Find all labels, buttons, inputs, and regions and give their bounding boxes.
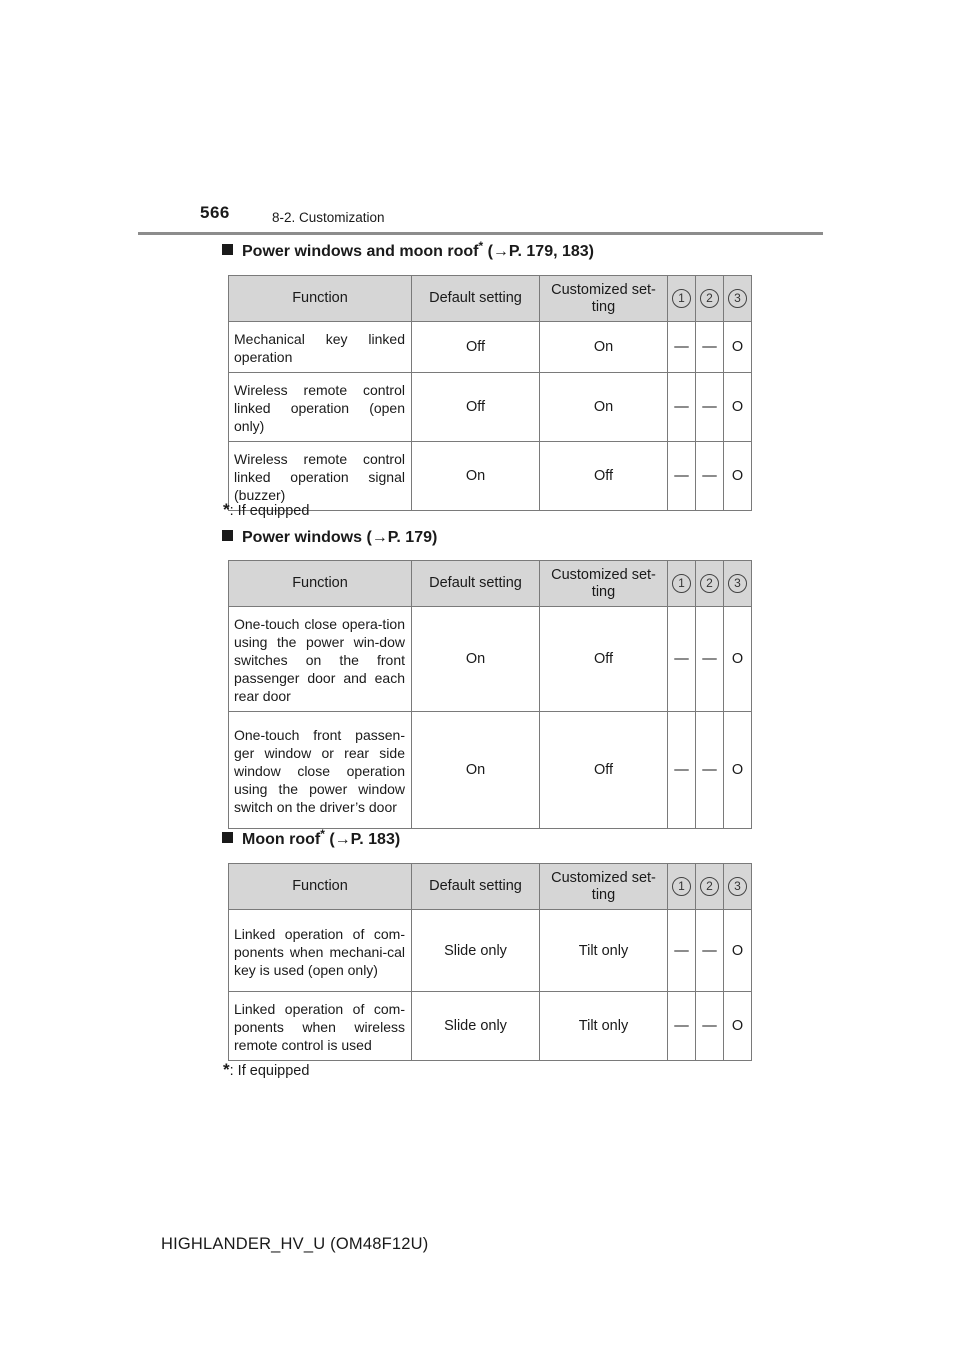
table-header-row — [229, 561, 752, 607]
header-col-1 — [668, 864, 696, 910]
section-heading-moon-roof: Moon roof* (→P. 183) — [222, 831, 400, 849]
col3-cell: O — [724, 442, 752, 511]
col3-cell: O — [724, 910, 752, 992]
circled-number-2-icon: 2 — [700, 574, 719, 593]
table-row — [229, 910, 752, 992]
section-title: 8-2. Customization — [272, 210, 385, 225]
col2-cell: — — [696, 373, 724, 442]
table-row — [229, 322, 752, 373]
default-cell: Off — [412, 373, 540, 442]
custom-cell: Off — [540, 712, 668, 829]
header-col-1 — [668, 276, 696, 322]
col1-cell: — — [668, 322, 696, 373]
footnote-if-equipped: *: If equipped — [223, 1060, 310, 1079]
table-row — [229, 992, 752, 1061]
function-cell: Linked operation of com-ponents when mechani-cal key is used (open only) — [229, 910, 412, 992]
footnote-if-equipped: *: If equipped — [223, 500, 310, 519]
col3-cell: O — [724, 373, 752, 442]
table-row — [229, 607, 752, 712]
default-cell: On — [412, 712, 540, 829]
custom-cell: Tilt only — [540, 910, 668, 992]
header-col-3 — [724, 276, 752, 322]
default-cell: Slide only — [412, 992, 540, 1061]
default-cell: Slide only — [412, 910, 540, 992]
header-col-3 — [724, 561, 752, 607]
circled-number-1-icon: 1 — [672, 877, 691, 896]
custom-cell: On — [540, 322, 668, 373]
col1-cell: — — [668, 712, 696, 829]
circled-number-2-icon: 2 — [700, 877, 719, 896]
function-cell: One-touch front passen-ger window or rear side window close operation using the power window switch on the driver’s door — [229, 712, 412, 829]
header-col-2 — [696, 561, 724, 607]
header-default-setting: Default setting — [412, 561, 540, 607]
circled-number-1-icon: 1 — [672, 289, 691, 308]
default-cell: On — [412, 442, 540, 511]
section-heading-power-windows-moon-roof: Power windows and moon roof* (→P. 179, 183) — [222, 243, 594, 261]
settings-table-power-windows — [228, 560, 752, 829]
table-row — [229, 373, 752, 442]
col2-cell: — — [696, 322, 724, 373]
header-col-1 — [668, 561, 696, 607]
custom-cell: Off — [540, 607, 668, 712]
custom-cell: Tilt only — [540, 992, 668, 1061]
header-customized-setting: Customized set-ting — [540, 276, 668, 322]
header-function: Function — [229, 276, 412, 322]
page-number: 566 — [200, 203, 230, 222]
function-cell: One-touch close opera-tion using the power win-dow switches on the front passenger door and each rear door — [229, 607, 412, 712]
header-customized-setting: Customized set-ting — [540, 864, 668, 910]
header-col-2 — [696, 276, 724, 322]
function-cell: Wireless remote control linked operation signal (buzzer) — [229, 442, 412, 511]
table-header-row — [229, 864, 752, 910]
header-customized-setting: Customized set-ting — [540, 561, 668, 607]
col3-cell: O — [724, 607, 752, 712]
function-cell: Mechanical key linked operation — [229, 322, 412, 373]
col2-cell: — — [696, 607, 724, 712]
circled-number-3-icon: 3 — [728, 289, 747, 308]
header-divider — [138, 232, 823, 235]
circled-number-2-icon: 2 — [700, 289, 719, 308]
header-function: Function — [229, 864, 412, 910]
default-cell: Off — [412, 322, 540, 373]
square-bullet-icon — [222, 832, 233, 843]
manual-footer: HIGHLANDER_HV_U (OM48F12U) — [161, 1235, 429, 1253]
square-bullet-icon — [222, 244, 233, 255]
col2-cell: — — [696, 712, 724, 829]
function-cell: Wireless remote control linked operation (open only) — [229, 373, 412, 442]
col3-cell: O — [724, 322, 752, 373]
col2-cell: — — [696, 442, 724, 511]
col1-cell: — — [668, 607, 696, 712]
square-bullet-icon — [222, 530, 233, 541]
function-cell: Linked operation of com-ponents when wireless remote control is used — [229, 992, 412, 1061]
circled-number-3-icon: 3 — [728, 574, 747, 593]
custom-cell: On — [540, 373, 668, 442]
header-function: Function — [229, 561, 412, 607]
col2-cell: — — [696, 910, 724, 992]
col1-cell: — — [668, 910, 696, 992]
header-default-setting: Default setting — [412, 276, 540, 322]
default-cell: On — [412, 607, 540, 712]
table-header-row — [229, 276, 752, 322]
circled-number-1-icon: 1 — [672, 574, 691, 593]
table-row — [229, 712, 752, 829]
col3-cell: O — [724, 992, 752, 1061]
col3-cell: O — [724, 712, 752, 829]
circled-number-3-icon: 3 — [728, 877, 747, 896]
col2-cell: — — [696, 992, 724, 1061]
section-heading-power-windows: Power windows (→P. 179) — [222, 529, 437, 547]
header-col-3 — [724, 864, 752, 910]
col1-cell: — — [668, 373, 696, 442]
col1-cell: — — [668, 442, 696, 511]
page-header — [0, 0, 960, 240]
settings-table-power-windows-moon-roof — [228, 275, 752, 511]
col1-cell: — — [668, 992, 696, 1061]
settings-table-moon-roof — [228, 863, 752, 1061]
header-col-2 — [696, 864, 724, 910]
header-default-setting: Default setting — [412, 864, 540, 910]
custom-cell: Off — [540, 442, 668, 511]
